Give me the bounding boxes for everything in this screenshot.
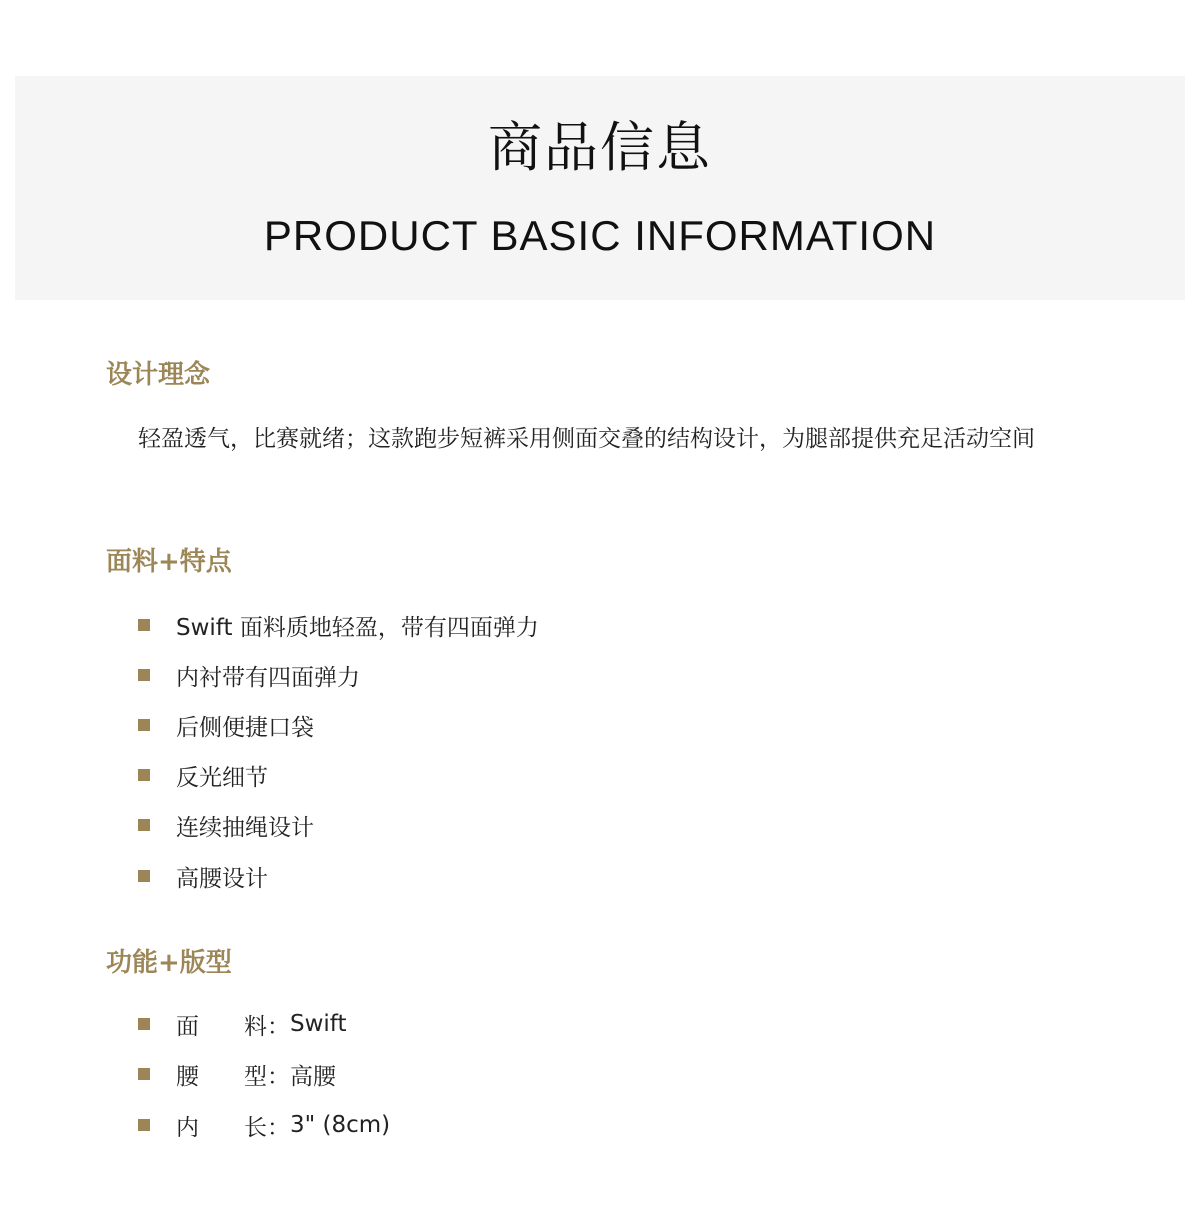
spec-key-first: 面 [176, 1013, 199, 1040]
design-heading: 设计理念 [106, 360, 211, 390]
spec-key-first: 内 [176, 1114, 199, 1141]
spec-key-second: 料： [244, 1013, 290, 1040]
bullet-square-icon [138, 819, 150, 831]
bullet-square-icon [138, 870, 150, 882]
list-item [138, 707, 314, 743]
feature-text: 高腰设计 [176, 865, 268, 892]
list-item [138, 807, 314, 843]
spec-row [138, 1006, 347, 1042]
fit-heading: 功能+版型 [106, 948, 232, 978]
page-title: 商品信息 [488, 116, 712, 179]
bullet-square-icon [138, 669, 150, 681]
spec-key-second: 型： [244, 1063, 290, 1090]
feature-text: Swift 面料质地轻盈，带有四面弹力 [176, 614, 539, 641]
list-item [138, 858, 268, 894]
list-item [138, 657, 360, 693]
feature-text: 内衬带有四面弹力 [176, 664, 360, 691]
features-heading: 面料+特点 [106, 547, 232, 577]
spec-value: 高腰 [290, 1063, 336, 1090]
spec-value: 3" (8cm) [290, 1112, 391, 1138]
spec-row [138, 1056, 336, 1092]
list-item [138, 607, 539, 643]
bullet-square-icon [138, 1068, 150, 1080]
design-description: 轻盈透气，比赛就绪；这款跑步短裤采用侧面交叠的结构设计，为腿部提供充足活动空间 [138, 426, 1035, 452]
feature-text: 反光细节 [176, 764, 268, 791]
spec-key-second: 长： [244, 1114, 290, 1141]
spec-row [138, 1107, 390, 1143]
bullet-square-icon [138, 1018, 150, 1030]
bullet-square-icon [138, 1119, 150, 1131]
spec-key-first: 腰 [176, 1063, 199, 1090]
feature-text: 后侧便捷口袋 [176, 714, 314, 741]
spec-value: Swift [290, 1011, 347, 1037]
bullet-square-icon [138, 619, 150, 631]
header-banner [15, 76, 1185, 300]
bullet-square-icon [138, 719, 150, 731]
feature-text: 连续抽绳设计 [176, 814, 314, 841]
list-item [138, 757, 268, 793]
page-subtitle: PRODUCT BASIC INFORMATION [263, 212, 937, 259]
bullet-square-icon [138, 769, 150, 781]
